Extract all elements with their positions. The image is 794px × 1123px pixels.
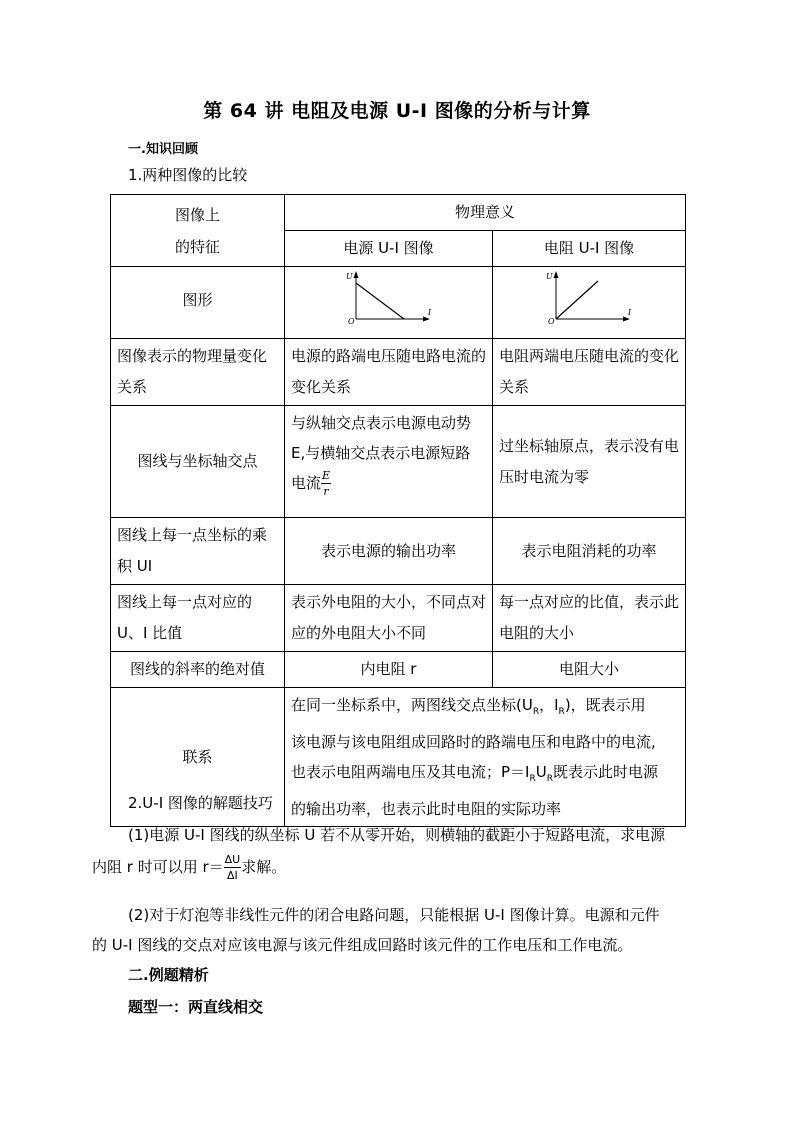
resistor-graph [493, 267, 686, 339]
subheading-techniques: 2.U-I 图像的解题技巧 [128, 794, 273, 812]
resistor-intercept: 过坐标轴原点，表示没有电压时电流为零 [493, 406, 686, 518]
section-heading-review: 一.知识回顾 [128, 142, 198, 157]
header-feature: 图像上 的特征 [111, 195, 285, 267]
source-ui-graph-image [344, 269, 434, 325]
row-label-relation: 图像表示的物理量变化关系 [111, 339, 285, 406]
source-ratio: 表示外电阻的大小，不同点对应的外电阻大小不同 [285, 585, 493, 652]
axis-label-o: O [548, 317, 555, 325]
row-label-graph: 图形 [111, 267, 285, 339]
axis-label-i: I [628, 308, 632, 317]
header-source: 电源 U-I 图像 [285, 231, 493, 267]
header-meaning: 物理意义 [285, 195, 686, 231]
source-intercept: 与纵轴交点表示电源电动势 E,与横轴交点表示电源短路 电流 $\frac{E}{r}$ [285, 406, 493, 518]
axis-label-u: U [546, 272, 553, 281]
resistor-ratio: 每一点对应的比值，表示此电阻的大小 [493, 585, 686, 652]
section-heading-examples: 二.例题精析 [128, 966, 209, 984]
para2-line2: 的 U-I 图线的交点对应该电源与该元件组成回路时该元件的工作电压和工作电流。 [92, 936, 633, 954]
para1-line2: 内阻 r 时可以用 r＝ $\frac{\Delta U}{\Delta I}$ 求解。 [92, 853, 287, 882]
row-label-intercept: 图线与坐标轴交点 [111, 406, 285, 518]
resistor-product: 表示电阻消耗的功率 [493, 518, 686, 585]
source-product: 表示电源的输出功率 [285, 518, 493, 585]
page-title: 第 64 讲 电阻及电源 U-I 图像的分析与计算 [203, 100, 591, 122]
fraction-e-over-r: $\frac{E}{r}$ [322, 469, 331, 498]
row-label-product: 图线上每一点坐标的乘积 UI [111, 518, 285, 585]
row-label-slope: 图线的斜率的绝对值 [111, 652, 285, 688]
source-relation: 电源的路端电压随电路电流的变化关系 [285, 339, 493, 406]
source-graph [285, 267, 493, 339]
row-label-link: 联系 [111, 688, 285, 827]
fraction-delta-u-over-delta-i: $\frac{\Delta U}{\Delta I}$ [224, 853, 241, 882]
resistor-slope: 电阻大小 [493, 652, 686, 688]
comparison-table [110, 194, 686, 827]
row-label-ratio: 图线上每一点对应的 U、I 比值 [111, 585, 285, 652]
para2-line1: (2)对于灯泡等非线性元件的闭合电路问题，只能根据 U-I 图像计算。电源和元件 [128, 906, 660, 924]
axis-label-u: U [345, 272, 353, 281]
resistor-relation: 电阻两端电压随电流的变化关系 [493, 339, 686, 406]
para1-line1: (1)电源 U-I 图线的纵坐标 U 若不从零开始，则横轴的截距小于短路电流，求电源 [128, 826, 666, 844]
type-heading: 题型一：两直线相交 [128, 998, 264, 1016]
axis-label-i: I [427, 308, 431, 317]
header-resistor: 电阻 U-I 图像 [493, 231, 686, 267]
source-slope: 内电阻 r [285, 652, 493, 688]
axis-label-o: O [347, 317, 355, 325]
link-text: 在同一坐标系中，两图线交点坐标($U_R$，$I_R$)，既表示用 该电源与该电阻组成回路时的路端电压和电路中的电流, 也表示电阻两端电压及其电流；$P=I_RU_R$既表示此时电源 的输出功率，也表示此时电阻的实际功率 [285, 688, 686, 827]
resistor-ui-graph-image [544, 269, 634, 325]
subheading-comparison: 1.两种图像的比较 [128, 166, 248, 184]
